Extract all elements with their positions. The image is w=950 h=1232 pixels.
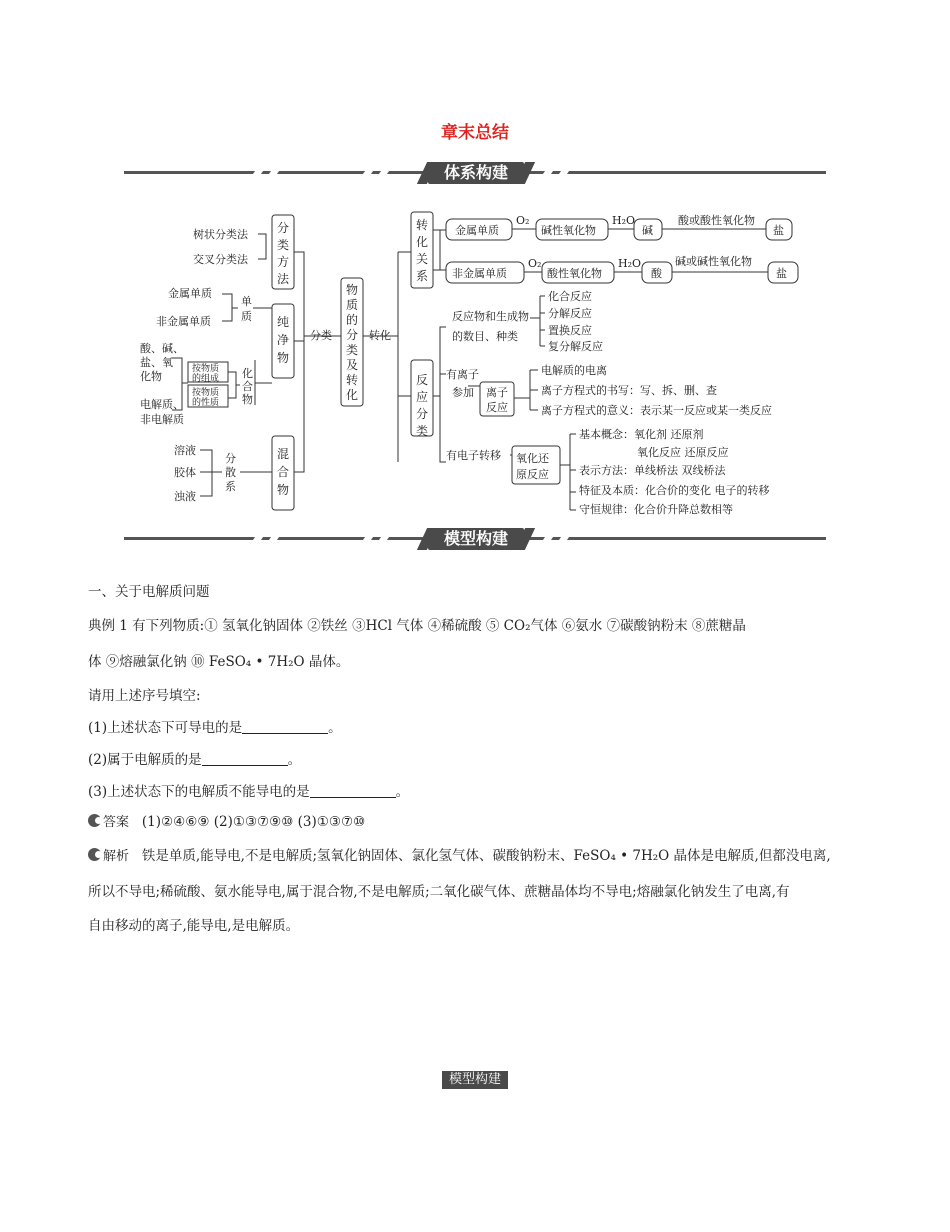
by-property-1: 按物质 [192,388,220,398]
electrolyte-line-1: 电解质、 [140,398,184,411]
dispersion-char-1: 散 [225,466,236,479]
analysis-line-1: 铁是单质,能导电,不是电解质;氢氧化钠固体、氯化氢气体、碳酸钠粉末、FeSO₄ • 7H₂O 晶体是电解质,但都没电离, [141,848,831,864]
by-composition-1: 按物质 [192,364,220,374]
question-3 [88,782,409,802]
base-node: 碱 [642,224,653,237]
equation-meaning-label: 离子方程式的意义：表示某一反应或某一类反应 [541,404,772,417]
mixture-char-2: 物 [277,483,290,497]
with-ions-1: 有离子 [446,368,479,381]
by-property-2: 的性质 [192,398,220,408]
question-3-text: (3)上述状态下的电解质不能导电的是 [88,784,310,800]
metal-simple-label: 金属单质 [168,287,212,300]
displacement-reaction: 置换反应 [548,324,592,337]
question-3-end: 。 [395,784,410,800]
instruction: 请用上述序号填空: [88,688,201,704]
classify-method-char-3: 法 [277,272,290,286]
transform-relation-char-0: 转 [416,218,429,232]
analysis-label: 解析 [103,849,130,864]
analysis-row [88,846,831,867]
transform-relation-char-3: 系 [416,269,429,283]
analysis-line-3: 自由移动的离子,能导电,是电解质。 [88,918,300,934]
reactants-products-1: 反应物和生成物 [452,310,529,323]
dispersion-char-2: 系 [225,480,236,493]
o2-label-a: O₂ [516,214,530,227]
simple-char-1: 质 [241,310,252,323]
nonmetal-simple-node: 非金属单质 [452,267,507,280]
acidic-oxide-node: 酸性氧化物 [547,267,602,280]
answer-label: 答案 [103,815,130,830]
classify-method-char-2: 方 [277,255,290,269]
metal-simple-node: 金属单质 [455,224,499,237]
salt-node-b: 盐 [776,267,787,280]
ionic-reaction-1: 离子 [486,386,508,399]
equation-writing-label: 离子方程式的书写：写、拆、删、查 [541,384,717,397]
transform-label: 转化 [369,329,391,342]
central-char-2: 的 [346,313,359,327]
salt-node-a: 盐 [773,224,784,237]
basic-concept-label: 基本概念：氧化剂 还原剂 [579,428,704,441]
combination-reaction: 化合反应 [548,290,592,303]
nonmetal-simple-label: 非金属单质 [156,315,211,328]
answer-blank-2[interactable] [202,751,288,766]
question-2-end: 。 [287,752,302,768]
redox-1: 氧化还 [516,452,549,465]
central-char-1: 质 [346,298,359,312]
transform-relation-char-1: 化 [416,235,429,249]
classify-method-char-1: 类 [277,238,290,252]
reaction-class-char-2: 分 [416,407,429,421]
reaction-class-char-0: 反 [416,373,429,387]
central-char-6: 转 [346,373,359,387]
o2-label-b: O₂ [528,257,542,270]
solution-label: 溶液 [174,444,196,457]
dispersion-char-0: 分 [225,452,236,465]
compound-char-0: 化 [242,367,253,380]
with-ions-2: 参加 [452,386,474,399]
electrolyte-line-2: 非电解质 [140,413,184,426]
answer-text: (1)②④⑥⑨ (2)①③⑦⑨⑩ (3)①③⑦⑩ [141,814,366,830]
pure-char-2: 物 [277,351,290,365]
suspension-label: 浊液 [174,490,196,503]
question-heading: 一、关于电解质问题 [88,584,210,600]
central-char-3: 分 [346,328,359,342]
conservation-label: 守恒规律：化合价升降总数相等 [579,503,733,516]
basic-concept-label-2: 氧化反应 还原反应 [637,446,729,459]
page-title: 章末总结 [441,123,509,143]
acid-node: 酸 [651,267,662,280]
section-label-system: 体系构建 [428,162,524,184]
representation-label: 表示方法：单线桥法 双线桥法 [579,464,726,477]
mixture-char-0: 混 [277,447,290,461]
reaction-class-char-1: 应 [416,390,429,404]
analysis-icon [88,848,101,861]
compound-char-1: 合 [242,380,253,393]
central-char-0: 物 [346,283,359,297]
ionic-reaction-2: 反应 [486,401,508,414]
abs-line-2: 盐、氧 [140,356,173,369]
mixture-char-1: 合 [277,465,290,479]
abs-line-3: 化物 [140,370,162,383]
classify-method-char-0: 分 [277,221,290,235]
redox-2: 原反应 [516,468,549,481]
question-2 [88,750,301,770]
question-1-text: (1)上述状态下可导电的是 [88,720,243,736]
abs-line-1: 酸、碱、 [140,342,184,355]
reactants-products-2: 的数目、种类 [452,330,518,343]
electron-transfer-label: 有电子转移 [446,449,501,462]
analysis-line-2: 所以不导电;稀硫酸、氨水能导电,属于混合物,不是电解质;二氧化碳气体、蔗糖晶体均不导电;熔融氯化钠发生了电离,有 [88,884,790,900]
feature-label: 特征及本质：化合价的变化 电子的转移 [579,484,770,497]
decomposition-reaction: 分解反应 [548,307,592,320]
ionization-label: 电解质的电离 [541,364,607,377]
by-composition-2: 的组成 [192,374,220,384]
model-build-badge: 模型构建 [442,1071,508,1089]
question-1 [88,718,342,738]
double-decomposition-reaction: 复分解反应 [548,340,603,353]
acid-or-acidic-oxide-label: 酸或酸性氧化物 [678,214,755,227]
classify-label: 分类 [310,329,332,342]
h2o-label-b: H₂O [618,257,642,270]
compound-char-2: 物 [242,393,253,406]
tree-method-label: 树状分类法 [193,228,248,241]
central-char-4: 类 [346,343,359,357]
answer-blank-3[interactable] [310,783,396,798]
question-1-end: 。 [328,720,342,736]
colloid-label: 胶体 [174,466,196,479]
simple-char-0: 单 [241,295,252,308]
answer-blank-1[interactable] [242,719,328,734]
central-char-5: 及 [346,358,359,372]
h2o-label-a: H₂O [612,214,636,227]
answer-icon [88,814,101,827]
section-label-model: 模型构建 [428,528,524,550]
pure-char-1: 净 [277,333,290,347]
reaction-class-char-3: 类 [416,424,429,438]
basic-oxide-node: 碱性氧化物 [541,224,596,237]
question-2-text: (2)属于电解质的是 [88,752,202,768]
pure-char-0: 纯 [277,315,290,329]
central-char-7: 化 [346,388,359,402]
example-line-2: 体 ⑨熔融氯化钠 ⑩ FeSO₄ • 7H₂O 晶体。 [88,654,350,670]
answer-row [88,812,365,833]
base-or-basic-oxide-label: 碱或碱性氧化物 [675,255,752,268]
transform-relation-char-2: 关 [416,252,429,266]
example-line-1: 典例 1 有下列物质:① 氢氧化钠固体 ②铁丝 ③HCl 气体 ④稀硫酸 ⑤ CO₂气体 ⑥氨水 ⑦碳酸钠粉末 ⑧蔗糖晶 [88,618,746,634]
cross-method-label: 交叉分类法 [193,253,248,266]
